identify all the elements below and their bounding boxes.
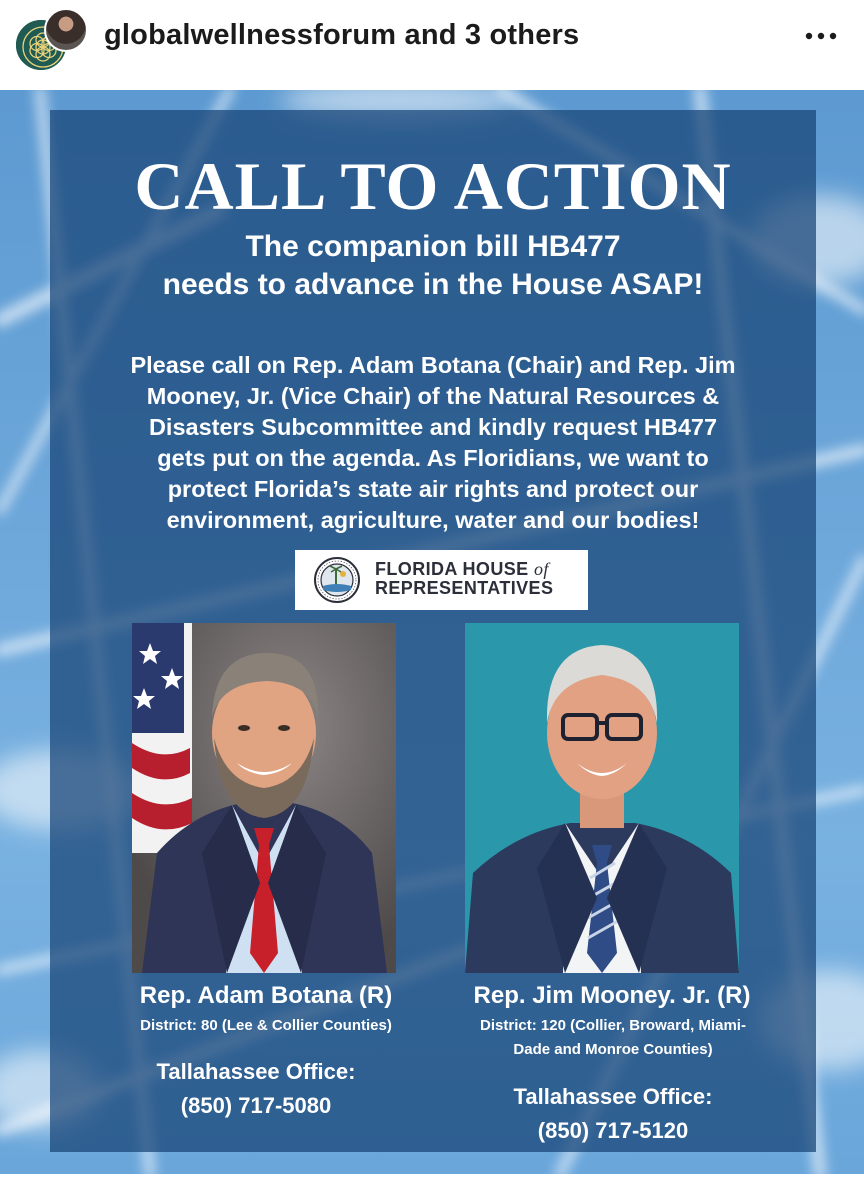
office-label: Tallahassee Office: bbox=[513, 1084, 713, 1109]
office-label: Tallahassee Office: bbox=[156, 1059, 356, 1084]
more-horizontal-icon bbox=[800, 18, 842, 52]
flyer-subtitle-line-1: The companion bill HB477 bbox=[245, 230, 621, 263]
florida-house-logo bbox=[295, 550, 588, 610]
district-line: District: 80 (Lee & Collier Counties) bbox=[140, 1017, 392, 1034]
office-phone[interactable]: (850) 717-5120 bbox=[537, 1118, 689, 1143]
more-options-button[interactable] bbox=[800, 18, 842, 52]
rep-name-mooney: Rep. Jim Mooney. Jr. (R) bbox=[473, 982, 751, 1009]
flyer-title: CALL TO ACTION bbox=[134, 148, 732, 224]
portrait-image bbox=[132, 623, 396, 973]
logo-of: of bbox=[533, 559, 549, 579]
rep-district-mooney bbox=[440, 1014, 786, 1062]
state-seal-icon bbox=[313, 556, 361, 604]
logo-line2: REPRESENTATIVES bbox=[375, 578, 554, 598]
flyer-body-text bbox=[80, 350, 786, 536]
post-footer-strip bbox=[0, 1174, 864, 1200]
district-line: District: 120 (Collier, Broward, Miami- bbox=[480, 1017, 746, 1034]
rep-name-botana: Rep. Adam Botana (R) bbox=[139, 982, 393, 1009]
office-phone[interactable]: (850) 717-5080 bbox=[180, 1093, 332, 1118]
portrait-adam-botana bbox=[132, 623, 396, 973]
flyer-subtitle bbox=[50, 228, 816, 304]
post-author-line[interactable] bbox=[104, 19, 579, 52]
post-header bbox=[0, 0, 864, 90]
body-line: environment, agriculture, water and our bodies! bbox=[166, 507, 700, 533]
avatar-group[interactable] bbox=[14, 8, 80, 74]
post-image[interactable] bbox=[0, 90, 864, 1174]
portrait-image bbox=[465, 623, 739, 973]
flyer-subtitle-line-2: needs to advance in the House ASAP! bbox=[162, 268, 704, 301]
rep-district-botana bbox=[96, 1014, 436, 1038]
rep-office-botana bbox=[106, 1055, 406, 1123]
body-line: gets put on the agenda. As Floridians, we want to bbox=[157, 445, 709, 471]
body-line: Disasters Subcommittee and kindly request HB477 bbox=[148, 414, 718, 440]
avatar-collaborator[interactable] bbox=[44, 8, 88, 52]
body-line: Mooney, Jr. (Vice Chair) of the Natural Resources & bbox=[146, 383, 720, 409]
portrait-jim-mooney bbox=[465, 623, 739, 973]
post-username[interactable]: globalwellnessforum bbox=[104, 19, 397, 51]
body-line: protect Florida’s state air rights and protect our bbox=[167, 476, 699, 502]
florida-house-wordmark bbox=[375, 560, 585, 598]
body-line: Please call on Rep. Adam Botana (Chair) and Rep. Jim bbox=[130, 352, 736, 378]
rep-office-mooney bbox=[458, 1080, 768, 1148]
call-to-action-flyer bbox=[50, 110, 816, 1152]
district-line: Dade and Monroe Counties) bbox=[513, 1041, 713, 1058]
post-others[interactable]: and 3 others bbox=[404, 19, 580, 51]
logo-line1: FLORIDA HOUSE bbox=[375, 559, 534, 579]
